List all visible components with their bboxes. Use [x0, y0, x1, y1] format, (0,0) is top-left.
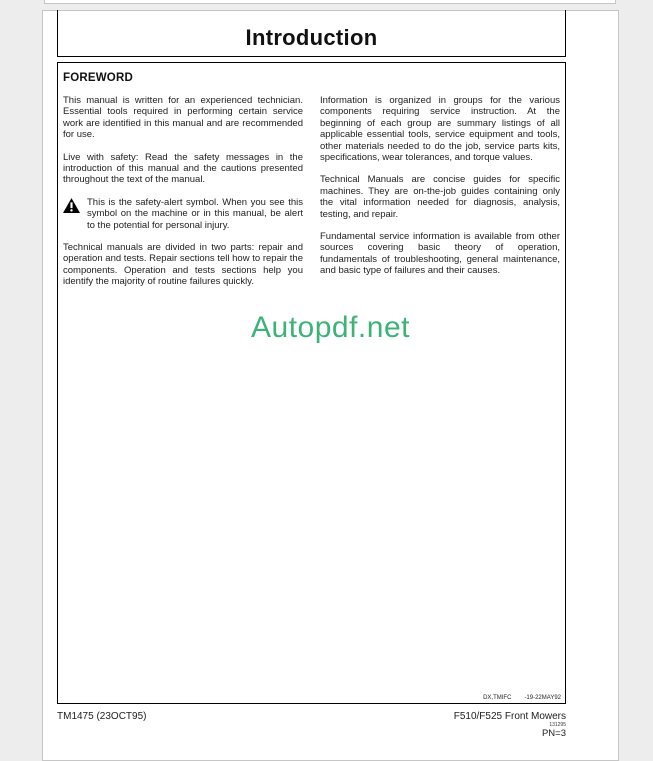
stamp-date: -19-22MAY92: [524, 695, 561, 701]
foreword-box: [57, 62, 566, 704]
previous-page-edge: [44, 0, 616, 4]
safety-alert-icon: [63, 198, 80, 231]
page-footer: [57, 711, 566, 739]
foreword-paragraph: Technical manuals are divided in two parts: repair and operation and tests. Repair sections tell how to repair the components. Operation and tests sections help you identify the majority of routine failures quickly.: [63, 242, 303, 288]
print-code: 131295: [549, 722, 566, 728]
left-column: [63, 95, 303, 299]
section-heading: FOREWORD: [63, 72, 133, 84]
model-name: F510/F525 Front Mowers: [453, 711, 566, 722]
page-title: Introduction: [245, 25, 378, 50]
page-title-box: [57, 10, 566, 57]
foreword-paragraph: Fundamental service information is available from other sources covering basic theory of operation, fundamentals of troubleshooting, general maintenance, and basic type of failures and their causes.: [320, 231, 560, 277]
footer-right-block: [454, 711, 566, 739]
page-number: PN=3: [541, 728, 566, 739]
foreword-paragraph: Technical Manuals are concise guides for specific machines. They are on-the-job guides containing only the vital information needed for diagnosis, analysis, testing, and repair.: [320, 174, 560, 220]
two-column-text: [58, 95, 565, 299]
watermark-text: Autopdf.net: [251, 311, 410, 344]
right-column: [320, 95, 560, 299]
manual-page: [42, 10, 619, 761]
foreword-paragraph: Live with safety: Read the safety messages in the introduction of this manual and the cautions presented throughout the text of the manual.: [63, 151, 303, 186]
safety-alert-text: This is the safety-alert symbol. When you see this symbol on the machine or in this manual, be alert to the potential for personal injury.: [87, 196, 303, 231]
safety-alert-block: [63, 197, 303, 231]
foreword-paragraph: Information is organized in groups for the various components requiring service instruction. At the beginning of each group are summary listings of all applicable essential tools, service equipment and tools, other materials needed to do the job, service parts kits, specifications, wear tolerances, and torque values.: [320, 95, 560, 164]
revision-stamp: [483, 695, 561, 701]
foreword-paragraph: This manual is written for an experienced technician. Essential tools required in performing certain service work are identified in this manual and are recommended for use.: [63, 95, 303, 141]
stamp-code: DX,TMIFC: [483, 695, 512, 701]
manual-number: TM1475 (23OCT95): [57, 711, 147, 722]
